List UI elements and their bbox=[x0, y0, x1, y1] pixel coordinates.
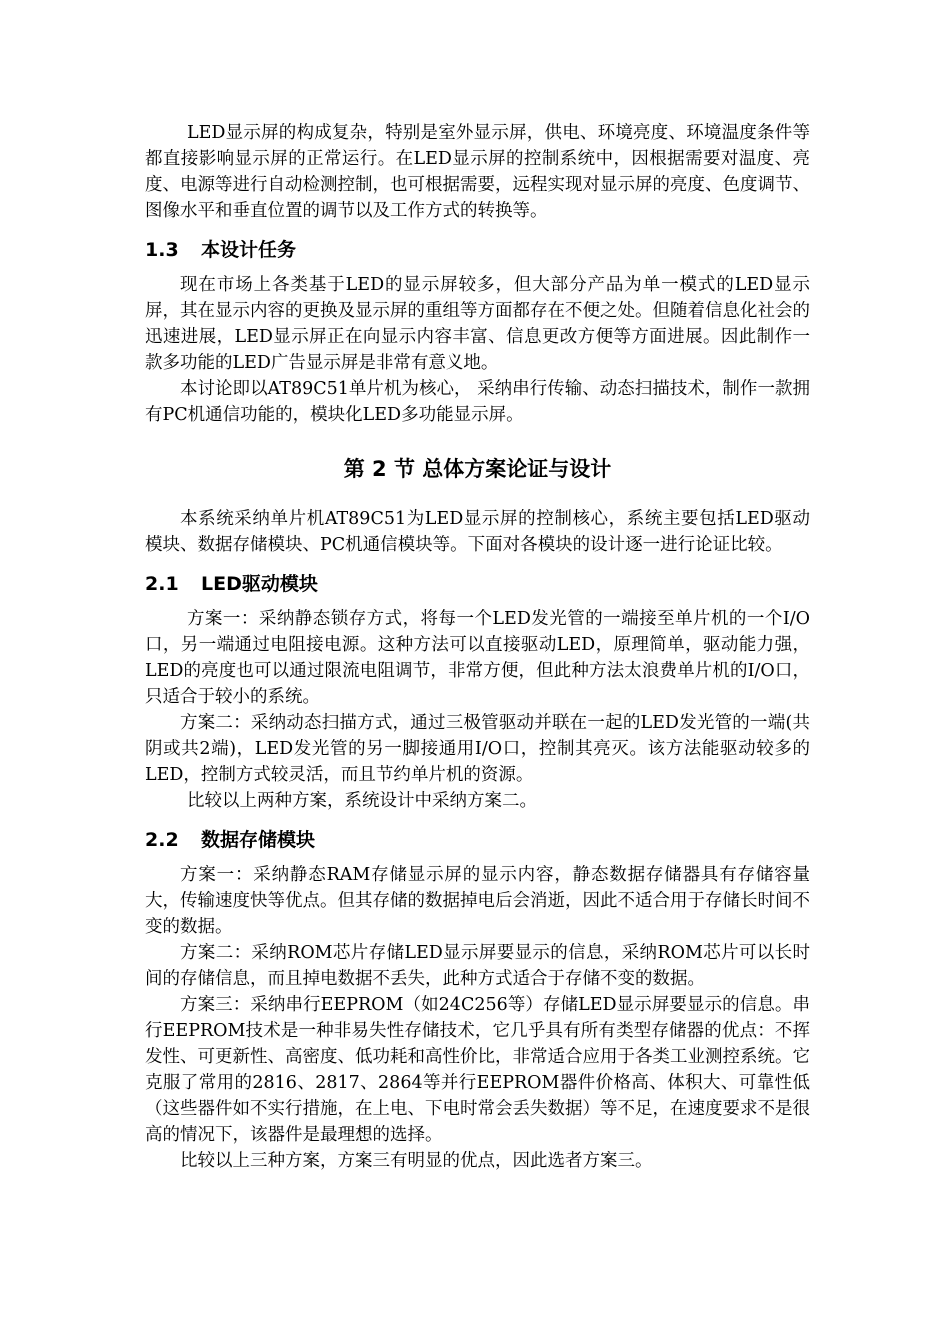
paragraph: 现在市场上各类基于LED的显示屏较多，但大部分产品为单一模式的LED显示屏，其在显示内容的更换及显示屏的重组等方面都存在不便之处。但随着信息化社会的迅速进展，LED显示屏正在向显示内容丰富、信息更改方便等方面进展。因此制作一款多功能的LED广告显示屏是非常有意义地。 bbox=[145, 275, 810, 373]
section-number: 2.2 bbox=[145, 829, 179, 851]
document-page bbox=[145, 120, 810, 1174]
paragraph: 方案一：采纳静态RAM存储显示屏的显示内容，静态数据存储器具有存储容量大，传输速度快等优点。但其存储的数据掉电后会消逝，因此不适合用于存储长时间不变的数据。 bbox=[145, 865, 810, 937]
paragraph: 比较以上三种方案，方案三有明显的优点，因此选者方案三。 bbox=[180, 1151, 653, 1171]
section-number: 1.3 bbox=[145, 239, 179, 261]
chapter-title: 第 2 节 总体方案论证与设计 bbox=[343, 457, 612, 481]
section-heading-1-3 bbox=[145, 236, 810, 264]
intro-paragraph: LED显示屏的构成复杂，特别是室外显示屏，供电、环境亮度、环境温度条件等都直接影响显示屏的正常运行。在LED显示屏的控制系统中，因根据需要对温度、亮度、电源等进行自动检测控制，也可根据需要，远程实现对显示屏的亮度、色度调节、图像水平和垂直位置的调节以及工作方式的转换等。 bbox=[145, 123, 810, 221]
section-number: 2.1 bbox=[145, 573, 179, 595]
section-heading-2-2 bbox=[145, 826, 810, 854]
section-title: 本设计任务 bbox=[201, 239, 297, 261]
paragraph: 本系统采纳单片机AT89C51为LED显示屏的控制核心，系统主要包括LED驱动模块、数据存储模块、PC机通信模块等。下面对各模块的设计逐一进行论证比较。 bbox=[145, 509, 810, 555]
paragraph: 方案二：采纳动态扫描方式，通过三极管驱动并联在一起的LED发光管的一端(共阴或共2端)，LED发光管的另一脚接通用I/O口，控制其亮灭。该方法能驱动较多的LED，控制方式较灵活，而且节约单片机的资源。 bbox=[145, 713, 810, 785]
paragraph: 方案一：采纳静态锁存方式，将每一个LED发光管的一端接至单片机的一个I/O口，另一端通过电阻接电源。这种方法可以直接驱动LED，原理简单，驱动能力强，LED的亮度也可以通过限流电阻调节，非常方便，但此种方法太浪费单片机的I/O口，只适合于较小的系统。 bbox=[145, 609, 810, 707]
paragraph: 比较以上两种方案，系统设计中采纳方案二。 bbox=[187, 791, 537, 811]
paragraph: 方案三：采纳串行EEPROM（如24C256等）存储LED显示屏要显示的信息。串行EEPROM技术是一种非易失性存储技术，它几乎具有所有类型存储器的优点：不挥发性、可更新性、高密度、低功耗和高性价比，非常适合应用于各类工业测控系统。它克服了常用的2816、2817、2864等并行EEPROM器件价格高、体积大、可靠性低（这些器件如不实行措施，在上电、下电时常会丢失数据）等不足，在速度要求不是很高的情况下，该器件是最理想的选择。 bbox=[145, 995, 810, 1145]
section-title: LED驱动模块 bbox=[201, 573, 318, 595]
section-title: 数据存储模块 bbox=[201, 829, 316, 851]
section-heading-2-1 bbox=[145, 570, 810, 598]
paragraph: 方案二：采纳ROM芯片存储LED显示屏要显示的信息，采纳ROM芯片可以长时间的存储信息，而且掉电数据不丢失，此种方式适合于存储不变的数据。 bbox=[145, 943, 810, 989]
paragraph: 本讨论即以AT89C51单片机为核心， 采纳串行传输、动态扫描技术，制作一款拥有PC机通信功能的，模块化LED多功能显示屏。 bbox=[145, 379, 810, 425]
